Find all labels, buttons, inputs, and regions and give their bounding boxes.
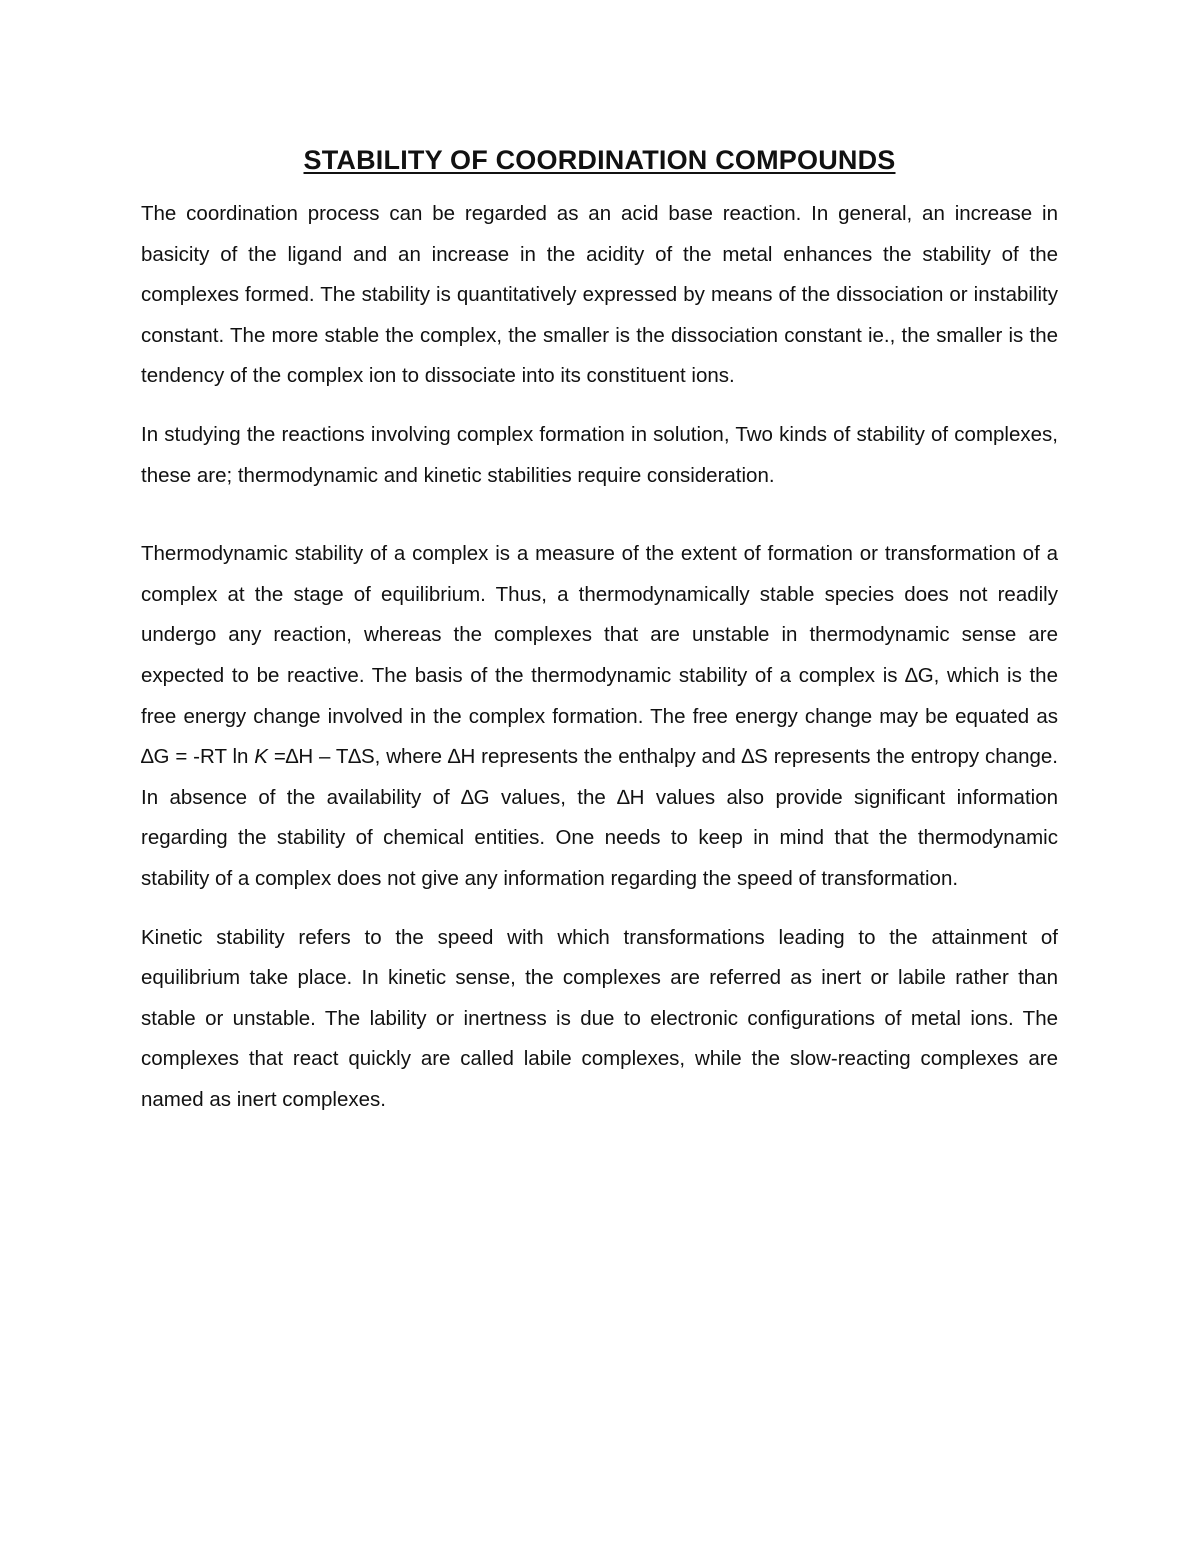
equilibrium-constant-symbol: K [254,745,268,769]
paragraph-coordination-process: The coordination process can be regarded as an acid base reaction. In general, an increase in basicity of the ligand and an increase in the acidity of the metal enhances the stability of the complexes formed. The stability is quantitatively expressed by means of the dissociation or instability constant. The more stable the complex, the smaller is the dissociation constant ie., the smaller is the tendency of the complex ion to dissociate into its constituent ions. [141,202,1058,388]
paragraph-kinetic-stability: Kinetic stability refers to the speed with which transformations leading to the attainment of equilibrium take place. In kinetic sense, the complexes are referred as inert or labile rather than stable or unstable. The lability or inertness is due to electronic configurations of metal ions. The complexes that react quickly are called labile complexes, while the slow-reacting complexes are named as inert complexes. [141,925,1058,1111]
thermodynamic-text-before-equation: Thermodynamic stability of a complex is a measure of the extent of formation or transformation of a complex at the stage of equilibrium. Thus, a thermodynamically stable species does not readily undergo any reaction, whereas the complexes that are unstable in thermodynamic sense are expected to be reactive. The basis of the thermodynamic stability of a complex is ∆G, which is the free energy change involved in the complex formation. The free energy change may be equated as ∆G = -RT ln [141,542,1058,769]
document-title: STABILITY OF COORDINATION COMPOUNDS [303,145,896,175]
paragraph-thermodynamic-stability [141,534,1058,899]
thermodynamic-text-after-equation: =∆H – T∆S, where ∆H represents the enthalpy and ∆S represents the entropy change. In absence of the availability of ∆G values, the ∆H values also provide significant information regarding the stability of chemical entities. One needs to keep in mind that the thermodynamic stability of a complex does not give any information regarding the speed of transformation. [141,745,1058,890]
paragraph-kinds-of-stability: In studying the reactions involving complex formation in solution, Two kinds of stability of complexes, these are; thermodynamic and kinetic stabilities require consideration. [141,422,1058,487]
document-body [141,140,1058,1120]
